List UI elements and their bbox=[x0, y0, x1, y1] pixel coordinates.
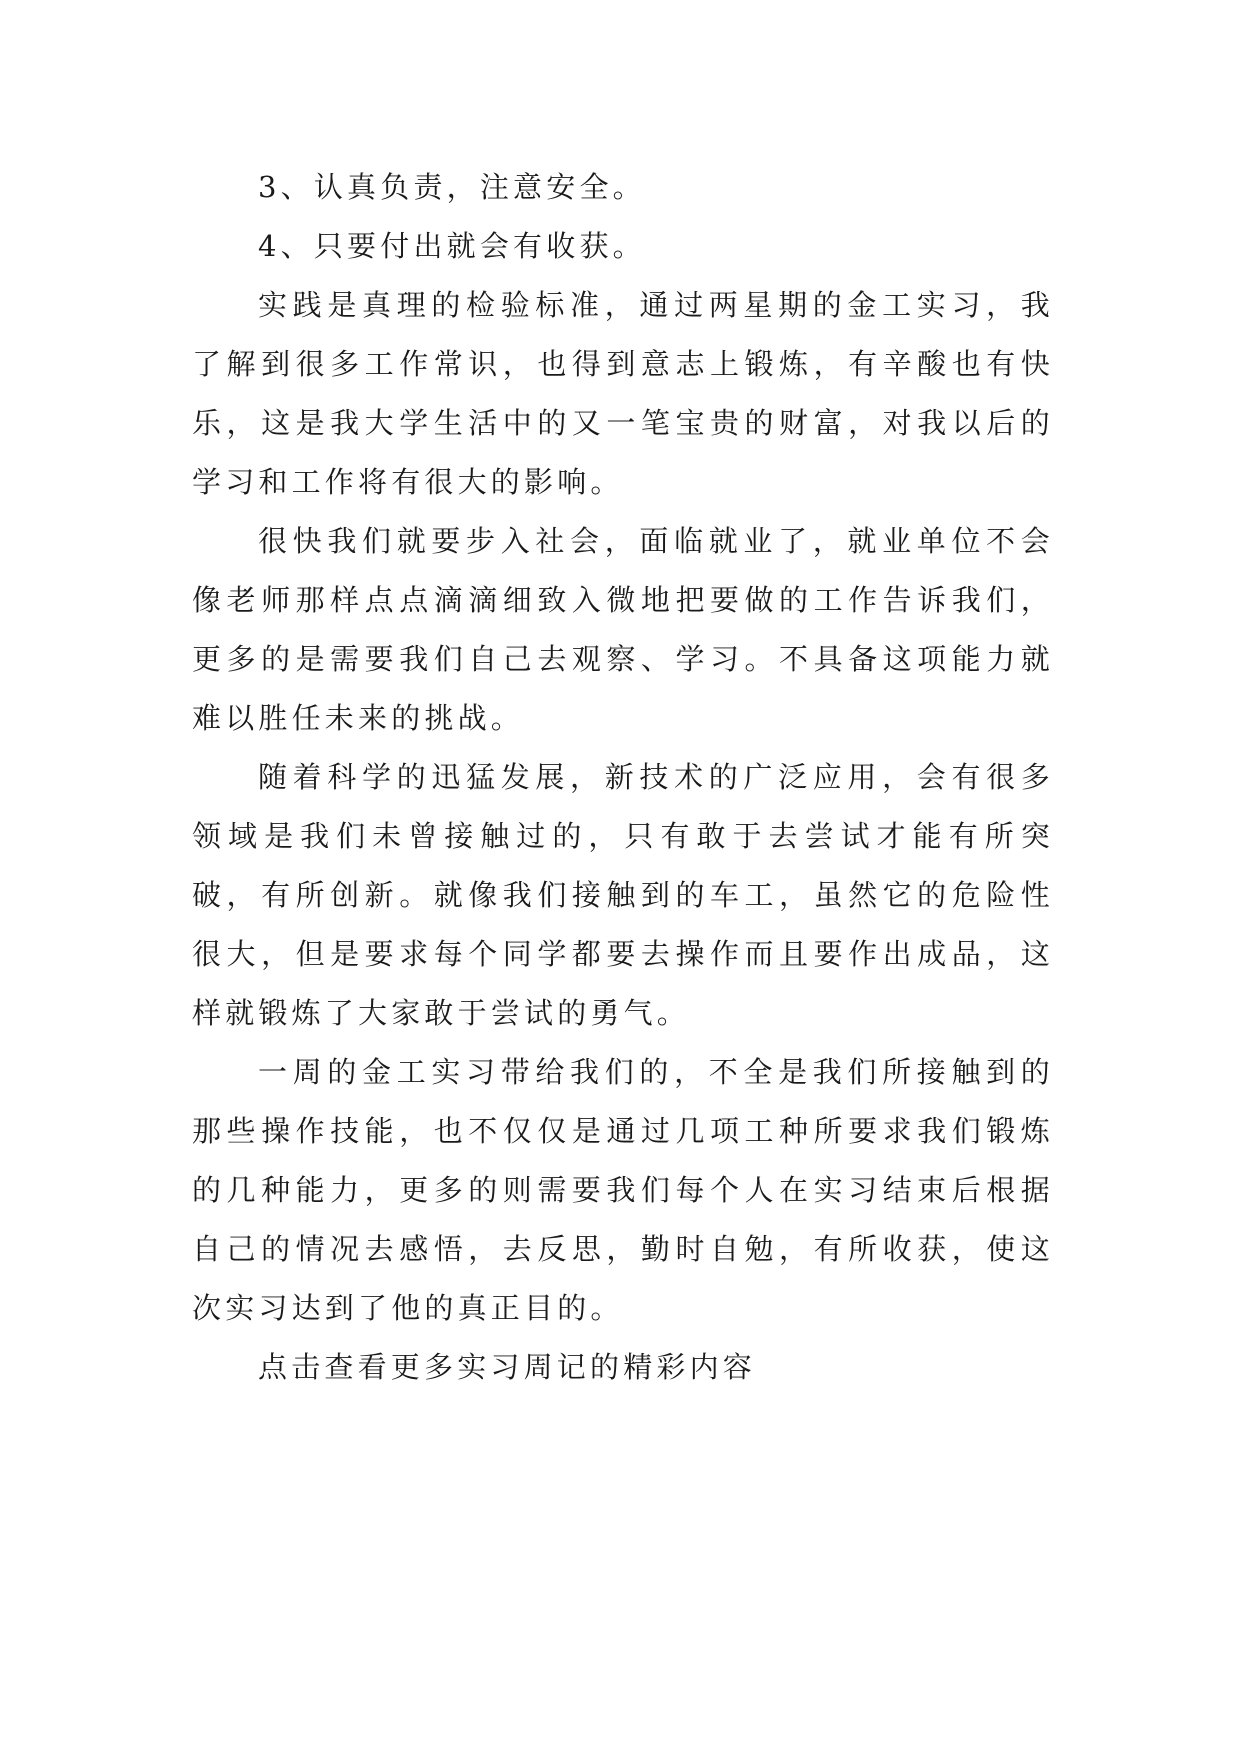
list-item-3: 3、认真负责，注意安全。 bbox=[258, 170, 646, 204]
paragraph-technology: 随着科学的迅猛发展，新技术的广泛应用，会有很多领域是我们未曾接触过的，只有敢于去尝试才能有所突破，有所创新。就像我们接触到的车工，虽然它的危险性很大，但是要求每个同学都要去操作而且要作出成品，这样就锻炼了大家敢于尝试的勇气。 bbox=[192, 760, 1054, 1030]
paragraph-practice: 实践是真理的检验标准，通过两星期的金工实习，我了解到很多工作常识，也得到意志上锻炼，有辛酸也有快乐，这是我大学生活中的又一笔宝贵的财富，对我以后的学习和工作将有很大的影响。 bbox=[192, 288, 1054, 499]
paragraph-summary: 一周的金工实习带给我们的，不全是我们所接触到的那些操作技能，也不仅仅是通过几项工种所要求我们锻炼的几种能力，更多的则需要我们每个人在实习结束后根据自己的情况去感悟，去反思，勤时自勉，有所收获，使这次实习达到了他的真正目的。 bbox=[192, 1055, 1054, 1325]
document-body bbox=[192, 158, 1054, 1397]
paragraph-society: 很快我们就要步入社会，面临就业了，就业单位不会像老师那样点点滴滴细致入微地把要做的工作告诉我们，更多的是需要我们自己去观察、学习。不具备这项能力就难以胜任未来的挑战。 bbox=[192, 524, 1054, 735]
list-item-4: 4、只要付出就会有收获。 bbox=[258, 229, 646, 263]
more-content-link[interactable]: 点击查看更多实习周记的精彩内容 bbox=[258, 1350, 757, 1384]
